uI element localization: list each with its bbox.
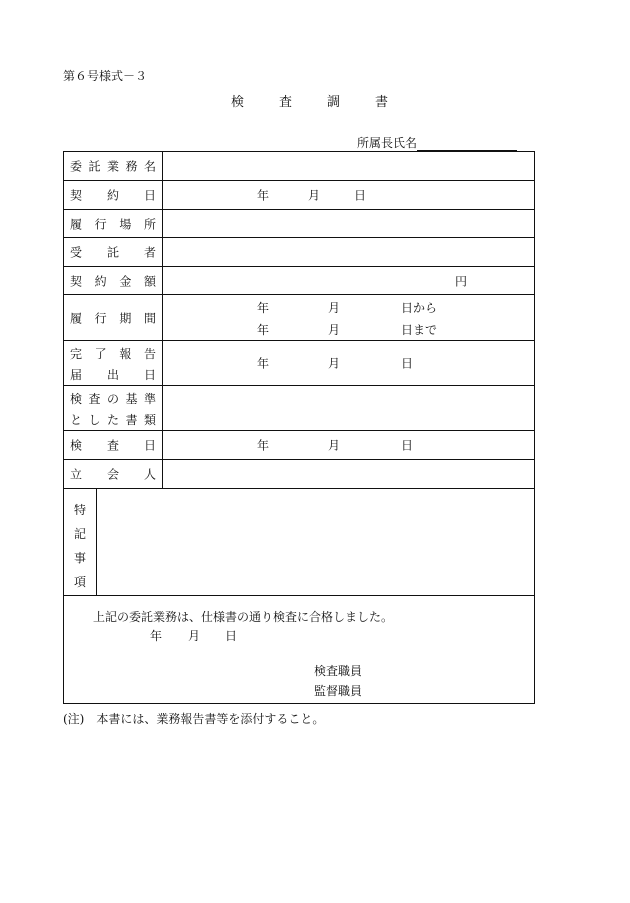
inspector-label: 検査職員 [314,664,363,678]
department-head-name-line [357,134,517,151]
label-contract-date: 契 約 日 [64,181,163,209]
value-remarks[interactable] [97,489,534,595]
row-inspect-date [64,431,534,460]
row-contractor [64,238,534,267]
value-contract-date[interactable] [163,181,534,209]
label-place: 履 行 場 所 [64,210,163,237]
label-amount: 契 約 金 額 [64,267,163,294]
page-title: 検 査 調 書 [230,95,399,110]
row-place [64,210,534,238]
label-basis-docs: 検 査 の 基 準 と し た 書 類 [64,386,163,430]
row-amount [64,267,534,295]
value-inspect-date[interactable] [163,431,534,459]
label-report-date: 完 了 報 告 届 出 日 [64,341,163,385]
yen-label: 円 [455,274,468,288]
row-itaku-name [64,152,534,181]
row-remarks [64,489,534,596]
cert-month-label: 月 [188,629,201,643]
inspection-table [63,151,535,704]
month-label: 月 [308,188,321,203]
row-certification [64,596,534,703]
row-witness [64,460,534,489]
label-period: 履 行 期 間 [64,295,163,340]
value-basis-docs[interactable] [163,386,534,430]
cert-day-label: 日 [225,629,238,643]
label-contractor: 受 託 者 [64,238,163,266]
value-place[interactable] [163,210,534,237]
day-label: 日 [354,188,367,203]
row-contract-date [64,181,534,210]
label-remarks: 特 記 事 項 [64,489,97,595]
value-period[interactable] [163,295,534,340]
end-month-label: 月 [328,323,341,337]
start-day-label: 日から [401,301,438,315]
end-day-label: 日まで [401,323,438,337]
cert-year-label: 年 [150,629,163,643]
start-month-label: 月 [328,301,341,315]
month-label: 月 [328,356,341,371]
department-head-name-field[interactable] [417,137,517,151]
value-amount[interactable] [163,267,534,294]
value-contractor[interactable] [163,238,534,266]
label-inspect-date: 検 査 日 [64,431,163,459]
day-label: 日 [401,356,414,371]
value-report-date[interactable] [163,341,534,385]
supervisor-label: 監督職員 [314,684,363,698]
department-head-label: 所属長氏名 [357,136,418,150]
form-number: 第６号様式－３ [63,69,148,83]
day-label: 日 [401,438,414,453]
end-year-label: 年 [257,323,270,337]
year-label: 年 [257,356,270,371]
year-label: 年 [257,188,270,203]
year-label: 年 [257,438,270,453]
start-year-label: 年 [257,301,270,315]
value-witness[interactable] [163,460,534,488]
row-period [64,295,534,341]
month-label: 月 [328,438,341,453]
certification-text: 上記の委託業務は、仕様書の通り検査に合格しました。 [93,610,394,624]
label-itaku-name: 委 託 業 務 名 [64,152,163,180]
value-itaku-name[interactable] [163,152,534,180]
row-basis-docs [64,386,534,431]
row-report-date [64,341,534,386]
footnote: (注) 本書には、業務報告書等を添付すること。 [63,712,325,726]
label-witness: 立 会 人 [64,460,163,488]
